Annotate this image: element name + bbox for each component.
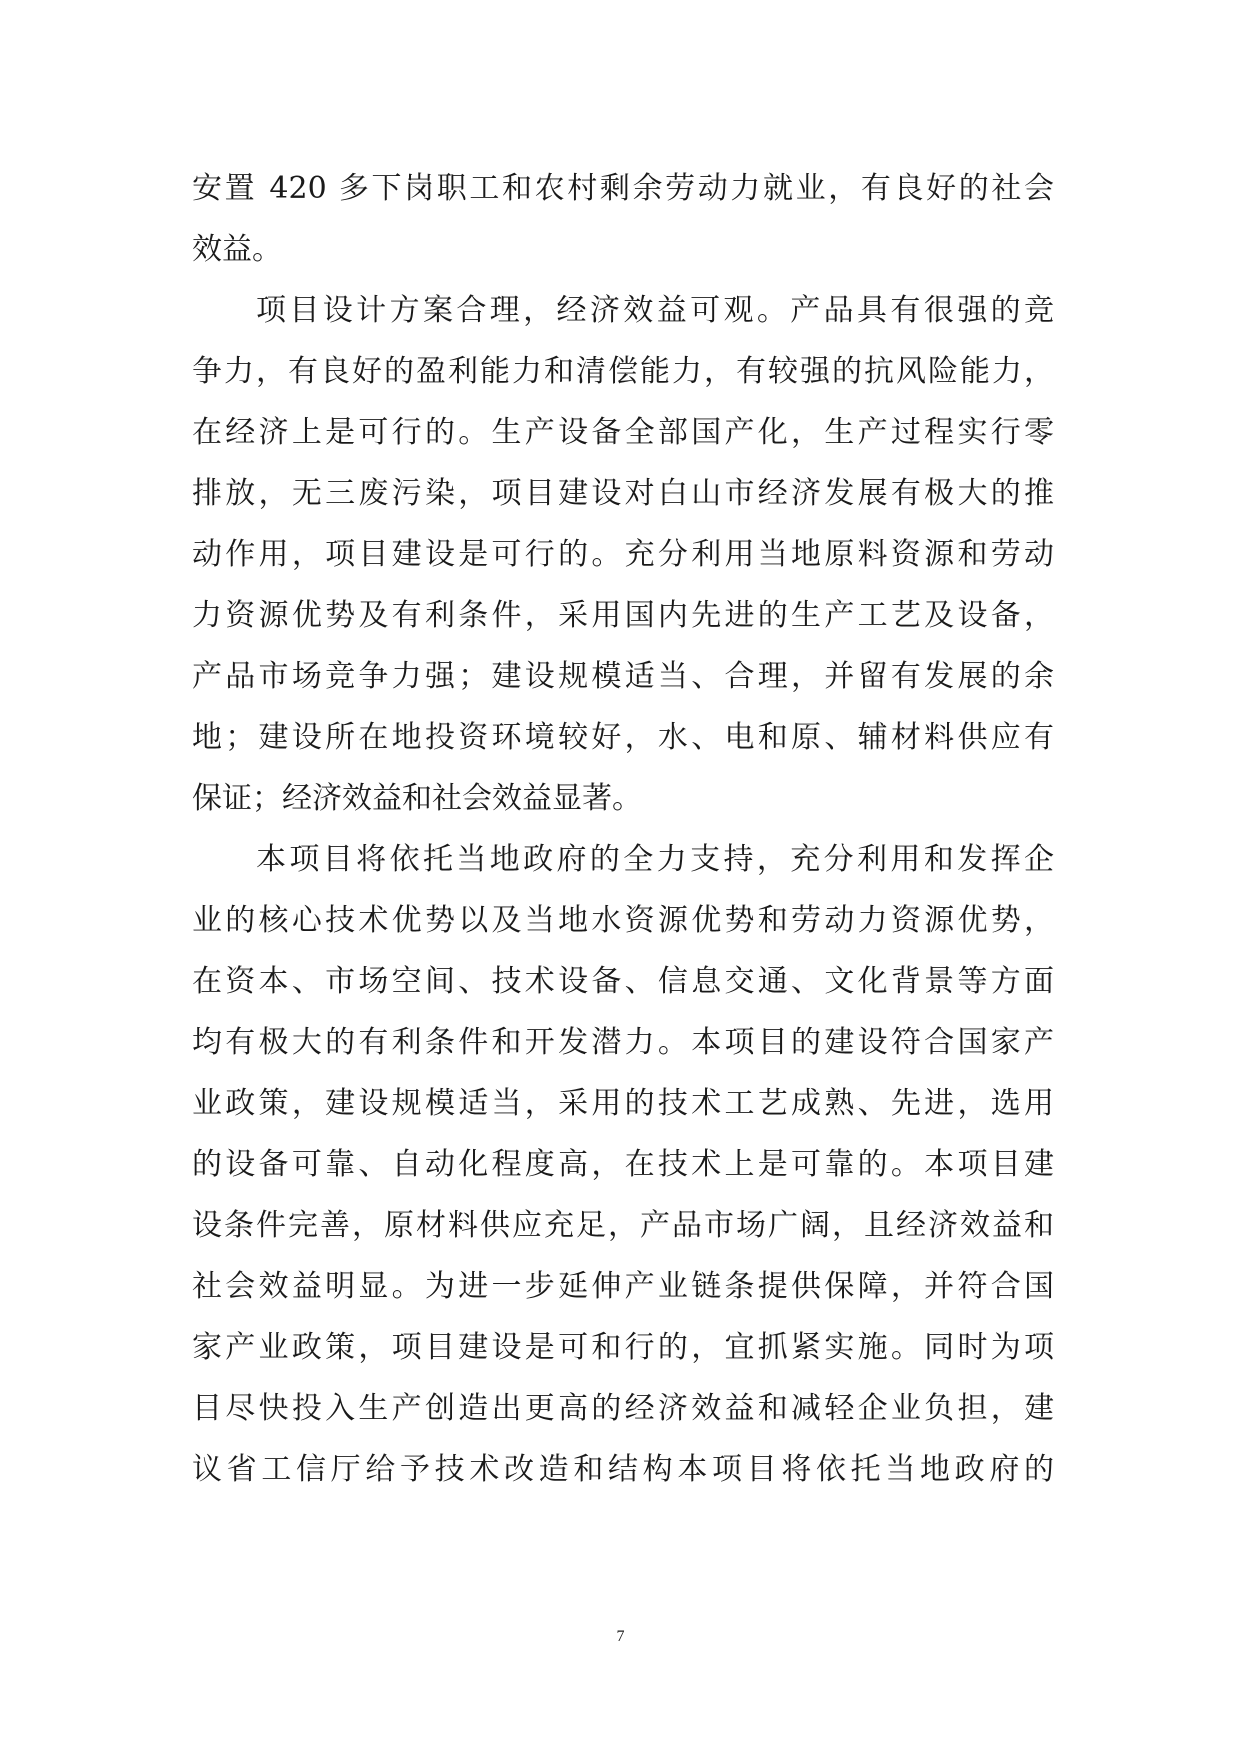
text-line: 效益。 — [192, 232, 282, 267]
text-line: 设条件完善，原材料供应充足，产品市场广阔，且经济效益和 — [192, 1208, 1054, 1243]
text-line: 业的核心技术优势以及当地水资源优势和劳动力资源优势， — [192, 903, 1054, 938]
text-line: 议省工信厅给予技术改造和结构本项目将依托当地政府的 — [192, 1452, 1054, 1487]
text-line: 均有极大的有利条件和开发潜力。本项目的建设符合国家产 — [192, 1025, 1054, 1060]
text-line: 力资源优势及有利条件，采用国内先进的生产工艺及设备， — [192, 598, 1054, 633]
text-line: 产品市场竞争力强；建设规模适当、合理，并留有发展的余 — [192, 659, 1054, 694]
text-line: 项目设计方案合理，经济效益可观。产品具有很强的竞 — [256, 293, 1054, 328]
text-line: 本项目将依托当地政府的全力支持，充分利用和发挥企 — [256, 842, 1054, 877]
text-line: 地；建设所在地投资环境较好，水、电和原、辅材料供应有 — [192, 720, 1054, 755]
text-line: 社会效益明显。为进一步延伸产业链条提供保障，并符合国 — [192, 1269, 1054, 1304]
text-line: 在资本、市场空间、技术设备、信息交通、文化背景等方面 — [192, 964, 1054, 999]
text-line: 的设备可靠、自动化程度高，在技术上是可靠的。本项目建 — [192, 1147, 1054, 1182]
page-number: 7 — [616, 1628, 625, 1645]
text-line: 目尽快投入生产创造出更高的经济效益和减轻企业负担，建 — [192, 1391, 1054, 1426]
text-line: 动作用，项目建设是可行的。充分利用当地原料资源和劳动 — [192, 537, 1054, 572]
text-line: 业政策，建设规模适当，采用的技术工艺成熟、先进，选用 — [192, 1086, 1054, 1121]
text-line: 争力，有良好的盈利能力和清偿能力，有较强的抗风险能力， — [192, 354, 1054, 389]
text-line: 安置 420 多下岗职工和农村剩余劳动力就业，有良好的社会 — [192, 171, 1054, 206]
text-line: 排放，无三废污染，项目建设对白山市经济发展有极大的推 — [192, 476, 1054, 511]
text-line: 家产业政策，项目建设是可和行的，宜抓紧实施。同时为项 — [192, 1330, 1054, 1365]
body-text — [192, 158, 1054, 1500]
text-line: 在经济上是可行的。生产设备全部国产化，生产过程实行零 — [192, 415, 1054, 450]
text-line: 保证；经济效益和社会效益显著。 — [192, 781, 642, 816]
